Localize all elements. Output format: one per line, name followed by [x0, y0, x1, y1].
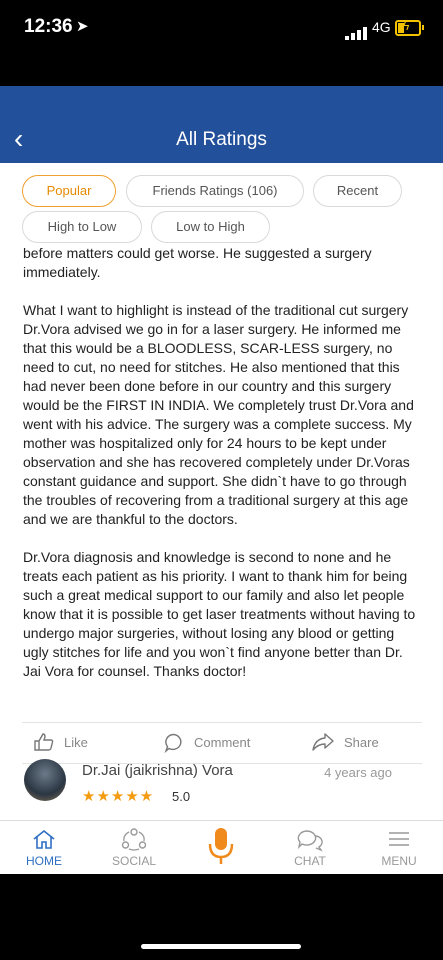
- location-icon: ➤: [76, 18, 89, 35]
- review-paragraph: Dr.Vora diagnosis and knowledge is second to none and he treats each patient as his priority. I want to thank him for being such a great medical support to our family and also let people know that it is possible to get laser treatments without having to undergo major surgeries, without losing any blood or getting ugly stitches for life and you won`t find anyone better than Dr. Jai Vora for counsel. Thanks doctor!: [23, 549, 416, 679]
- status-time: 12:36: [24, 16, 73, 37]
- network-type: 4G: [372, 19, 391, 35]
- share-label: Share: [344, 734, 379, 750]
- tab-menu[interactable]: [372, 821, 426, 875]
- doctor-name[interactable]: Dr.Jai (jaikrishna) Vora: [82, 762, 233, 779]
- review-paragraph: What I want to highlight is instead of the traditional cut surgery Dr.Vora advised we go in for a laser surgery. He informed me that this would be a BLOODLESS, SCAR-LESS surgery, no need to cut, no need for stitches. He also mentioned that this had never been done before in our country and this surgery would be the FIRST IN INDIA. We completely trust Dr.Vora and went with his advice. The surgery was a complete success. My mother was hospitalized only for 24 hours to be kept under observation and she has recovered completely under Dr.Voras constant guidance and support. She didn`t have to go through the troubles of recovering from a traditional surgery at this age and we are thankful to the doctors.: [23, 302, 414, 527]
- review-partial-line: before matters could get worse. He suggested a surgery: [23, 245, 372, 261]
- thumbs-up-icon: [34, 733, 54, 751]
- bottom-area: [0, 874, 443, 960]
- chat-icon: [296, 829, 324, 851]
- doctor-avatar[interactable]: [24, 759, 66, 801]
- filter-bar: [0, 163, 443, 256]
- comment-button[interactable]: [164, 733, 250, 752]
- share-button[interactable]: [312, 733, 379, 751]
- tab-chat[interactable]: [284, 821, 336, 875]
- tab-home[interactable]: [14, 821, 74, 875]
- rating-value: 5.0: [172, 789, 191, 804]
- voice-search-button[interactable]: [196, 824, 246, 872]
- signal-icon: [345, 22, 369, 40]
- tab-home-label: HOME: [26, 854, 62, 868]
- app-header: [0, 86, 443, 163]
- home-indicator[interactable]: [141, 944, 301, 949]
- like-button[interactable]: [34, 733, 88, 751]
- page-title: All Ratings: [176, 129, 267, 150]
- back-arrow-icon[interactable]: ‹: [14, 123, 24, 154]
- comment-icon: [164, 733, 184, 752]
- comment-label: Comment: [194, 735, 251, 750]
- tab-chat-label: CHAT: [294, 854, 326, 868]
- menu-icon: [388, 831, 410, 847]
- home-icon: [32, 829, 56, 849]
- star-rating-icon: ★★★★★: [82, 788, 155, 805]
- doctor-reply: [22, 755, 422, 815]
- microphone-icon: [196, 824, 246, 872]
- tab-menu-label: MENU: [381, 854, 417, 868]
- share-icon: [312, 733, 334, 751]
- filter-low-to-high[interactable]: Low to High: [151, 211, 270, 243]
- like-label: Like: [64, 734, 88, 750]
- tab-social-label: SOCIAL: [111, 854, 156, 868]
- filter-recent[interactable]: Recent: [313, 175, 402, 207]
- filter-high-to-low[interactable]: High to Low: [22, 211, 142, 243]
- social-icon: [121, 827, 147, 851]
- reply-time: 4 years ago: [324, 765, 392, 780]
- tab-social[interactable]: [102, 821, 166, 875]
- review-text: [23, 244, 423, 700]
- status-bar: [0, 0, 443, 86]
- filter-popular[interactable]: Popular: [22, 175, 116, 207]
- filter-friends-ratings[interactable]: Friends Ratings (106): [126, 175, 304, 207]
- battery-icon: ϟ: [395, 20, 421, 36]
- ratings-list[interactable]: [0, 245, 443, 820]
- bottom-tab-bar: [0, 820, 443, 875]
- review-line: immediately.: [23, 264, 101, 280]
